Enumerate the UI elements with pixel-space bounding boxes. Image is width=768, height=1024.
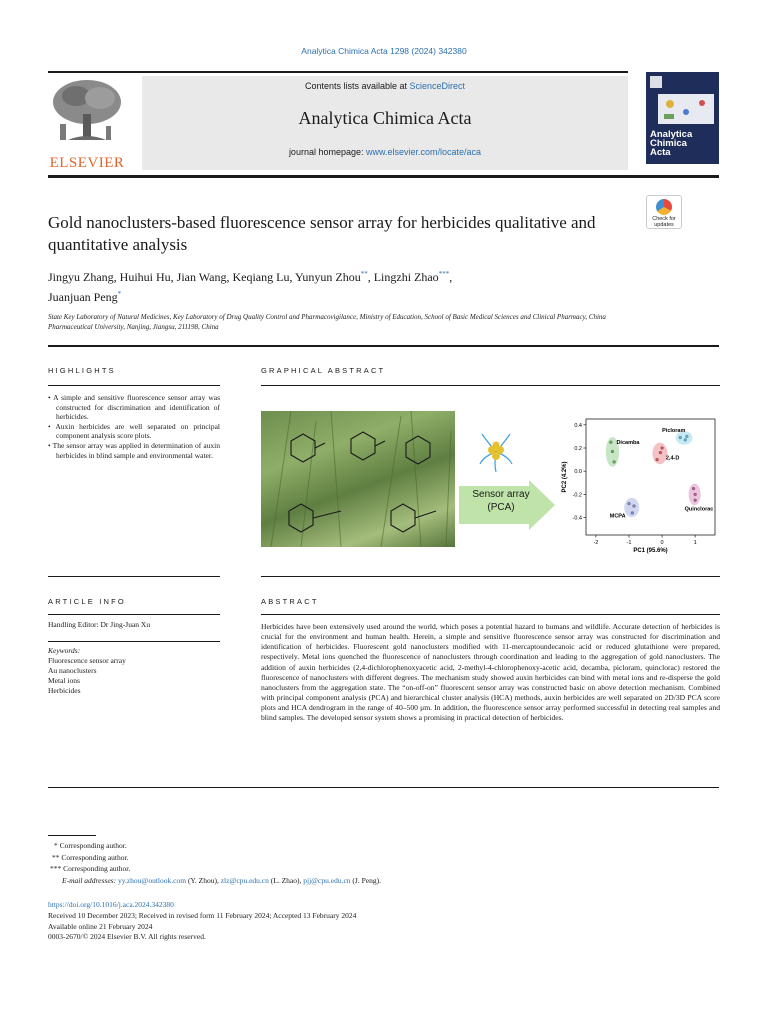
cover-image	[658, 94, 714, 124]
keyword: Metal ions	[48, 676, 80, 685]
data-point	[684, 438, 687, 441]
email-line	[48, 875, 648, 887]
abstract-top-rule	[261, 576, 720, 577]
masthead-bottom-rule	[48, 175, 719, 178]
author[interactable]: Yunyun Zhou	[295, 270, 361, 284]
data-point	[679, 436, 682, 439]
running-head[interactable]: Analytica Chimica Acta 1298 (2024) 342380	[301, 46, 467, 56]
highlights-heading: HIGHLIGHTS	[48, 366, 116, 375]
article-info-top-rule	[48, 576, 220, 577]
data-point	[659, 451, 662, 454]
data-point	[609, 441, 612, 444]
data-point	[692, 487, 695, 490]
footnote: * Corresponding author.	[54, 841, 127, 850]
check-updates-label: Check for updates	[652, 216, 676, 228]
y-axis-label: PC2 (4.2%)	[562, 461, 568, 493]
received-dates: Received 10 December 2023; Received in revised form 11 February 2024; Accepted 13 February 2024	[48, 910, 357, 920]
highlights-list	[48, 393, 220, 460]
email-owner: (Y. Zhou),	[186, 876, 221, 886]
x-tick-label: 0	[660, 540, 664, 546]
x-tick-label: 1	[693, 540, 697, 546]
email-link[interactable]: pjj@cpu.edu.cn	[303, 876, 351, 886]
series-label: MCPA	[609, 513, 626, 520]
footnote: ** Corresponding author.	[52, 852, 129, 862]
homepage-link[interactable]: www.elsevier.com/locate/aca	[366, 147, 482, 157]
keyword: Au nanoclusters	[48, 666, 97, 675]
arrow-label: Sensor array (PCA)	[472, 489, 530, 513]
graphical-abstract-heading: GRAPHICAL ABSTRACT	[261, 366, 386, 375]
pca-score-plot	[560, 413, 720, 561]
herbicide-structures-image	[261, 411, 455, 547]
plot-frame	[586, 419, 715, 535]
author[interactable]: Keqiang Lu	[232, 270, 290, 284]
data-point	[685, 435, 688, 438]
y-tick-label: 0.2	[574, 446, 582, 452]
online-date: Available online 21 February 2024	[48, 921, 153, 931]
author[interactable]: Jian Wang	[176, 270, 227, 284]
masthead-top-rule	[48, 71, 628, 73]
affiliation: State Key Laboratory of Natural Medicines, Key Laboratory of Drug Quality Control and Pharmacovigilance, Ministry of Education, School of Basic Medical Sciences and Clinical Pharmacy, China Pharmaceutical University, Nanjing, Jiangsu, 211198, China	[48, 313, 606, 331]
author-mark[interactable]: **	[360, 270, 368, 278]
data-point	[656, 458, 659, 461]
abstract-heading: ABSTRACT	[261, 597, 319, 606]
grass-background-image	[261, 411, 455, 547]
elsevier-logo[interactable]	[48, 78, 126, 171]
elsevier-tree-icon	[48, 78, 126, 148]
author-list: Jingyu Zhang, Huihui Hu, Jian Wang, Keqiang Lu, Yunyun Zhou**, Lingzhi Zhao***, Juanjuan Peng*	[48, 270, 453, 304]
email-owner: (L. Zhao),	[268, 876, 304, 886]
nanocluster-icon	[478, 430, 514, 474]
cover-logo-icon	[650, 76, 662, 88]
contents-prefix: Contents lists available at	[304, 81, 410, 91]
sensor-array-arrow	[459, 480, 555, 530]
author[interactable]: Juanjuan Peng	[48, 290, 118, 304]
email-owner: (J. Peng).	[350, 876, 381, 886]
article-info-rule	[48, 614, 220, 615]
data-point	[661, 447, 664, 450]
author[interactable]: Jingyu Zhang	[48, 270, 114, 284]
abstract-bottom-rule	[48, 787, 719, 788]
x-axis-label: PC1 (95.6%)	[633, 548, 668, 554]
keywords-block	[48, 646, 220, 696]
article-title: Gold nanoclusters-based fluorescence sensor array for herbicides qualitative and quantitative analysis	[48, 213, 596, 254]
footnote-rule	[48, 835, 96, 836]
contents-line	[142, 81, 628, 91]
y-tick-label: 0.4	[574, 422, 582, 429]
x-tick-label: -1	[626, 540, 632, 546]
abstract-rule	[261, 614, 720, 615]
series-label: Quinclorac	[684, 506, 714, 513]
footnotes	[48, 840, 648, 887]
author[interactable]: Lingzhi Zhao	[373, 270, 439, 284]
journal-title: Analytica Chimica Acta	[298, 108, 472, 128]
data-point	[694, 499, 697, 502]
email-label: E-mail addresses:	[62, 876, 117, 886]
pca-chart-svg	[560, 413, 720, 561]
copyright: 0003-2670/© 2024 Elsevier B.V. All rights reserved.	[48, 932, 206, 942]
data-point	[628, 502, 631, 505]
series-label: Picloram	[662, 427, 686, 434]
email-link[interactable]: yy.zhou@outlook.com	[117, 876, 187, 886]
data-point	[613, 461, 616, 464]
keyword: Fluorescence sensor array	[48, 656, 126, 665]
data-point	[631, 512, 634, 515]
keyword: Herbicides	[48, 686, 81, 695]
footnote: *** Corresponding author.	[50, 864, 131, 874]
author[interactable]: Huihui Hu	[119, 270, 171, 284]
handling-editor: Handling Editor: Dr Jing-Juan Xu	[48, 620, 151, 629]
homepage-prefix: journal homepage:	[288, 147, 366, 157]
sciencedirect-link[interactable]: ScienceDirect	[409, 81, 466, 91]
y-tick-label: 0.0	[574, 469, 582, 476]
journal-cover[interactable]	[646, 72, 719, 164]
y-tick-label: -0.4	[572, 515, 582, 522]
cover-title: Analytica Chimica Acta	[650, 129, 693, 158]
series-label: Dicamba	[616, 439, 640, 446]
list-item: • Auxin herbicides are well separated on principal component analysis score plots.	[48, 421, 220, 441]
homepage-line	[142, 147, 628, 157]
publisher-name: ELSEVIER	[49, 155, 125, 171]
y-tick-label: -0.2	[572, 492, 582, 499]
data-point	[633, 505, 636, 508]
highlights-rule	[48, 385, 220, 386]
article-info-heading: ARTICLE INFO	[48, 597, 126, 606]
editor-rule	[48, 641, 220, 642]
x-tick-label: -2	[593, 540, 599, 546]
data-point	[694, 493, 697, 496]
header-rule	[48, 345, 719, 347]
check-for-updates-button[interactable]	[646, 195, 682, 229]
check-updates-icon	[656, 199, 672, 215]
abstract-text: Herbicides have been extensively used around the world, which poses a potential hazard to humans and wildlife. Accurate detection of herbicides is crucial for the environment and human health. Herein, a simple and sensitive fluorescence sensor array was constructed for discrimination and identification of herbicides. Fluorescent gold nanoclusters modified with 11-mercaptoundecanoic acid or reduced glutathione were prepared, respectively. Metal ions quenched the fluorescence of nanoclusters through coordination and leading to the aggregation of gold nanoclusters. The addition of auxin herbicides (2,4-dichlorophenoxyacetic acid, 2-methyl-4-chlorophenoxy-acetic acid, decamba, picloram, quinclorac) restored the fluorescence of nanoclusters with different degrees. The mechanism study showed auxin herbicides can bind with metal ions and re-disperse the gold nanoclusters from the aggregation state. The “on-off-on” fluorescent sensor array was constructed basic on above detection mechanism. Combined with principal component analysis (PCA) and hierarchical cluster analysis (HCA) methods, auxin herbicides are well separated on 2D/3D PCA score plots and HCA dendrogram in the range of 40–500 μm. In addition, the fluorescence sensor array performed successful in detecting real samples and blind samples. The developed sensor system shows a promising in practical detection of herbicides.	[261, 622, 720, 723]
email-link[interactable]: zlz@cpu.edu.cn	[220, 876, 269, 886]
list-item: • The sensor array was applied in determination of auxin herbicides in blind sample and environmental water.	[48, 440, 220, 460]
data-point	[611, 450, 614, 453]
graphical-abstract-rule	[261, 385, 720, 386]
keywords-label: Keywords:	[48, 646, 81, 655]
doi-link[interactable]: https://doi.org/10.1016/j.aca.2024.342380	[48, 900, 174, 909]
series-label: 2,4-D	[665, 455, 680, 462]
list-item: • A simple and sensitive fluorescence sensor array was constructed for discrimination and identification of herbicides.	[48, 393, 221, 422]
journal-banner	[142, 76, 628, 170]
author-mark[interactable]: *	[117, 290, 122, 298]
publication-info	[48, 900, 648, 943]
author-mark[interactable]: ***	[438, 270, 450, 278]
